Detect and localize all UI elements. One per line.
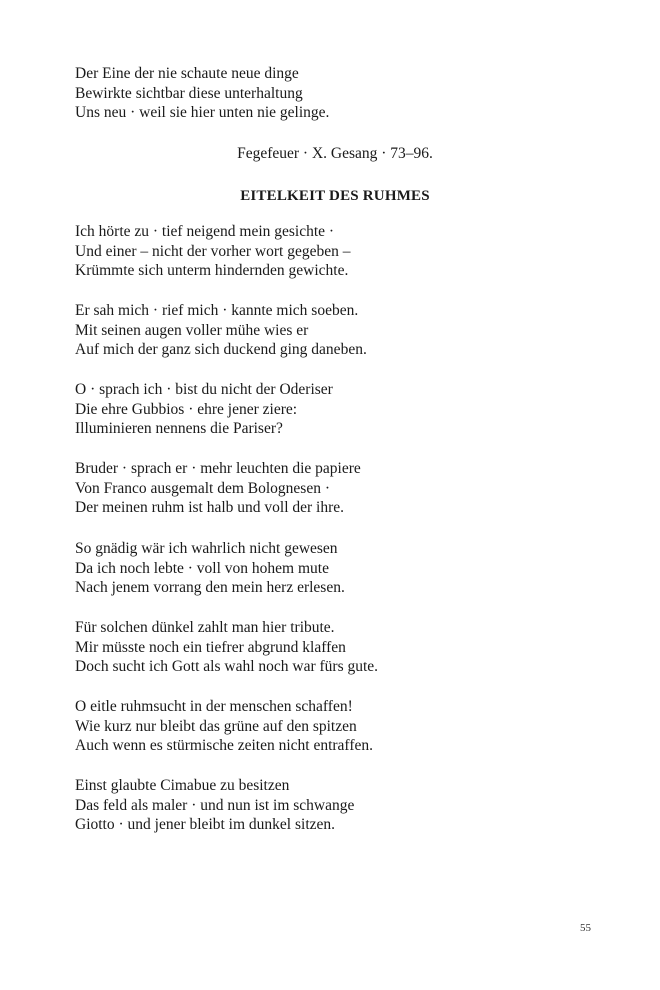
verse-line: Uns neu · weil sie hier unten nie gelinge. <box>75 104 330 121</box>
verse-line: Mit seinen augen voller mühe wies er <box>75 321 309 339</box>
stanza-3 <box>75 380 333 439</box>
page-number: 55 <box>580 922 591 934</box>
verse-line: Der meinen ruhm ist halb und voll der ihre. <box>75 499 345 516</box>
verse-line: Von Franco ausgemalt dem Bolognesen · <box>75 479 330 497</box>
verse-line: Illuminieren nennens die Pariser? <box>75 420 283 437</box>
verse-line: O · sprach ich · bist du nicht der Oderiser <box>75 381 333 398</box>
verse-line: Bewirkte sichtbar diese unterhaltung <box>75 84 303 102</box>
verse-line: Ich hörte zu · tief neigend mein gesichte · <box>75 223 335 240</box>
source-reference: Fegefeuer · X. Gesang · 73–96. <box>237 145 433 162</box>
verse-line: So gnädig wär ich wahrlich nicht gewesen <box>75 540 338 557</box>
verse-line: Auch wenn es stürmische zeiten nicht entraffen. <box>75 737 373 754</box>
poem-title: EITELKEIT DES RUHMES <box>240 188 430 204</box>
verse-line: Die ehre Gubbios · ehre jener ziere: <box>75 400 298 418</box>
verse-line: Für solchen dünkel zahlt man hier tribute. <box>75 619 335 636</box>
verse-line: Krümmte sich unterm hindernden gewichte. <box>75 262 349 279</box>
stanza-5 <box>75 539 345 598</box>
stanza-2 <box>75 301 367 360</box>
stanza-1 <box>75 222 350 281</box>
verse-line: Auf mich der ganz sich duckend ging daneben. <box>75 341 367 358</box>
verse-line: Der Eine der nie schaute neue dinge <box>75 65 299 82</box>
verse-line: O eitle ruhmsucht in der menschen schaffen! <box>75 698 353 715</box>
stanza-7 <box>75 697 373 756</box>
stanza-8 <box>75 776 354 835</box>
stanza-6 <box>75 618 378 677</box>
verse-line: Bruder · sprach er · mehr leuchten die papiere <box>75 460 361 477</box>
verse-line: Nach jenem vorrang den mein herz erlesen. <box>75 579 345 596</box>
verse-line: Mir müsste noch ein tiefrer abgrund klaffen <box>75 638 346 656</box>
verse-line: Das feld als maler · und nun ist im schwange <box>75 796 355 814</box>
verse-line: Da ich noch lebte · voll von hohem mute <box>75 559 329 577</box>
verse-line: Wie kurz nur bleibt das grüne auf den spitzen <box>75 717 357 735</box>
verse-line: Giotto · und jener bleibt im dunkel sitzen. <box>75 816 336 833</box>
verse-line: Und einer – nicht der vorher wort gegeben – <box>75 242 351 260</box>
verse-line: Doch sucht ich Gott als wahl noch war fürs gute. <box>75 658 379 675</box>
stanza-4 <box>75 459 361 518</box>
intro-stanza <box>75 64 329 123</box>
verse-line: Er sah mich · rief mich · kannte mich soeben. <box>75 302 359 319</box>
verse-line: Einst glaubte Cimabue zu besitzen <box>75 777 290 794</box>
